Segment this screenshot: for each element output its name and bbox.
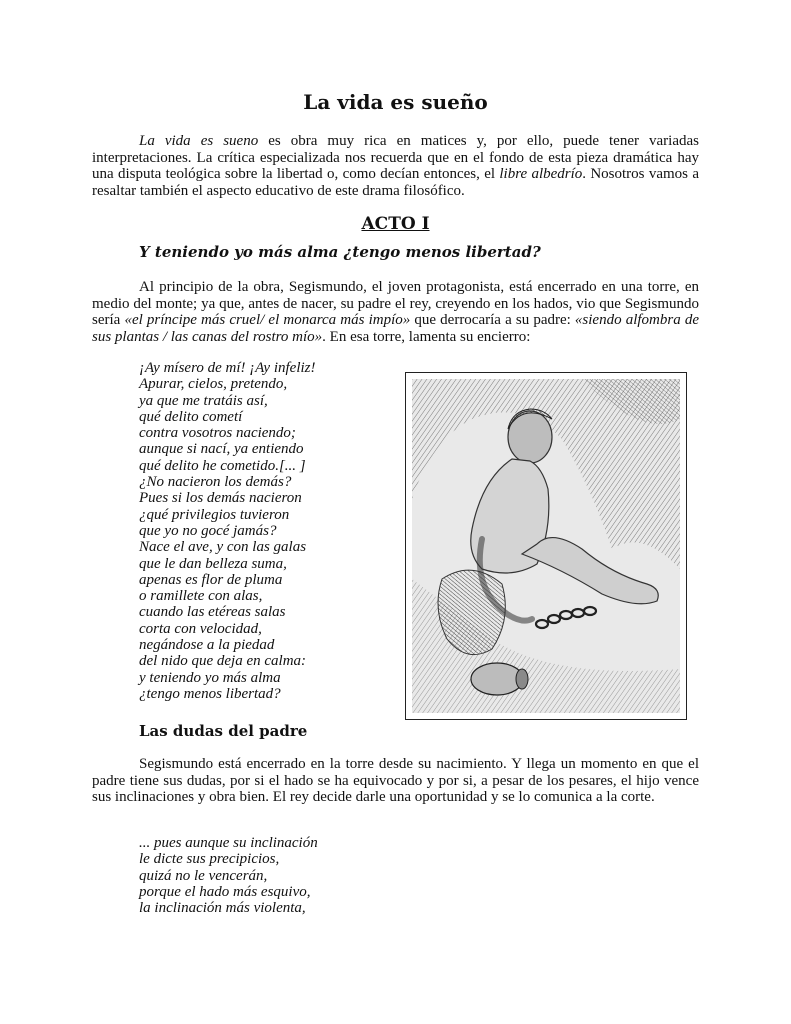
verse-line: ya que me tratáis así, [139,392,268,409]
verse-line: la inclinación más violenta, [139,900,306,917]
verse-line: que le dan belleza suma, [139,555,287,572]
segismundo-illustration [405,372,687,720]
verse-line: quizá no le vencerán, [139,867,268,884]
section1-text-3: . En esa torre, lamenta su encierro: [322,329,531,346]
verse-line: Pues si los demás nacieron [139,490,302,507]
verse-line: contra vosotros naciendo; [139,425,296,442]
work-title-emphasis: La vida es sueno [139,133,259,149]
intro-text-1: es obra muy rica en matices y, por ello, puede tener variadas interpretaciones. La crítica especializada nos recuerda que en el fondo de esta pieza dramática hay una disputa teológica sobre la libertad o, como decían entonces, el [92,133,699,183]
page-title: La vida es sueño [303,90,488,114]
verse-line: corta con velocidad, [139,620,262,637]
verse-block-rey [139,835,318,916]
verse-line: qué delito cometí [139,408,243,425]
chained-prisoner-sketch [412,379,680,713]
verse-line: apenas es flor de pluma [139,571,283,588]
verse-line: Apurar, cielos, pretendo, [139,376,288,393]
verse-line: ... pues aunque su inclinación [139,835,318,851]
section1-text-2: que derrocaría a su padre: [410,312,575,329]
verse-line: qué delito he cometido.[... ] [139,457,306,474]
verse-line: le dicte sus precipicios, [139,851,280,868]
verse-line: cuando las etéreas salas [139,604,286,621]
verse-line: del nido que deja en calma: [139,653,307,670]
verse-line: negándose a la piedad [139,637,275,654]
verse-block-monologue [139,360,316,702]
verse-line: ¿No nacieron los demás? [139,474,292,491]
verse-line: ¿qué privilegios tuvieron [139,506,290,523]
quote-principe: «el príncipe más cruel/ el monarca más impío» [124,312,411,329]
section2-paragraph: Segismundo está encerrado en la torre desde su nacimiento. Y llega un momento en que el padre tiene sus dudas, por si el hado se ha equivocado y por si, a pesar de los pesares, el hijo vence sus inclinaciones y obra bien. El rey decide darle una oportunidad y se lo comunica a la corte. [92,756,699,806]
verse-line: ¿tengo menos libertad? [139,685,281,702]
libre-albedrio-emphasis: libre albedrío [499,166,583,183]
verse-line: porque el hado más esquivo, [139,883,311,900]
section1-text-1: Al principio de la obra, Segismundo, el joven protagonista, está encerrado en una torre, en medio del monte; ya que, antes de nacer, su padre el rey, creyendo en los hados, vio que Segismundo sería [92,279,699,329]
intro-paragraph [92,133,699,200]
intro-text-2: . Nosotros vamos a resaltar también el aspecto educativo de este drama filosófico. [92,166,699,200]
verse-line: Nace el ave, y con las galas [139,539,307,556]
section-heading-libertad: Y teniendo yo más alma ¿tengo menos libertad? [139,243,541,261]
act-heading: ACTO I [361,214,430,234]
verse-line: o ramillete con alas, [139,588,263,605]
verse-line: ¡Ay mísero de mí! ¡Ay infeliz! [139,360,316,376]
verse-line: aunque si nací, ya entiendo [139,441,304,458]
quote-alfombra: «siendo alfombra de sus plantas / las canas del rostro mío» [92,312,699,346]
verse-line: que yo no gocé jamás? [139,522,277,539]
verse-line: y teniendo yo más alma [139,669,281,686]
section-heading-dudas: Las dudas del padre [139,722,308,740]
section1-paragraph [92,279,699,346]
